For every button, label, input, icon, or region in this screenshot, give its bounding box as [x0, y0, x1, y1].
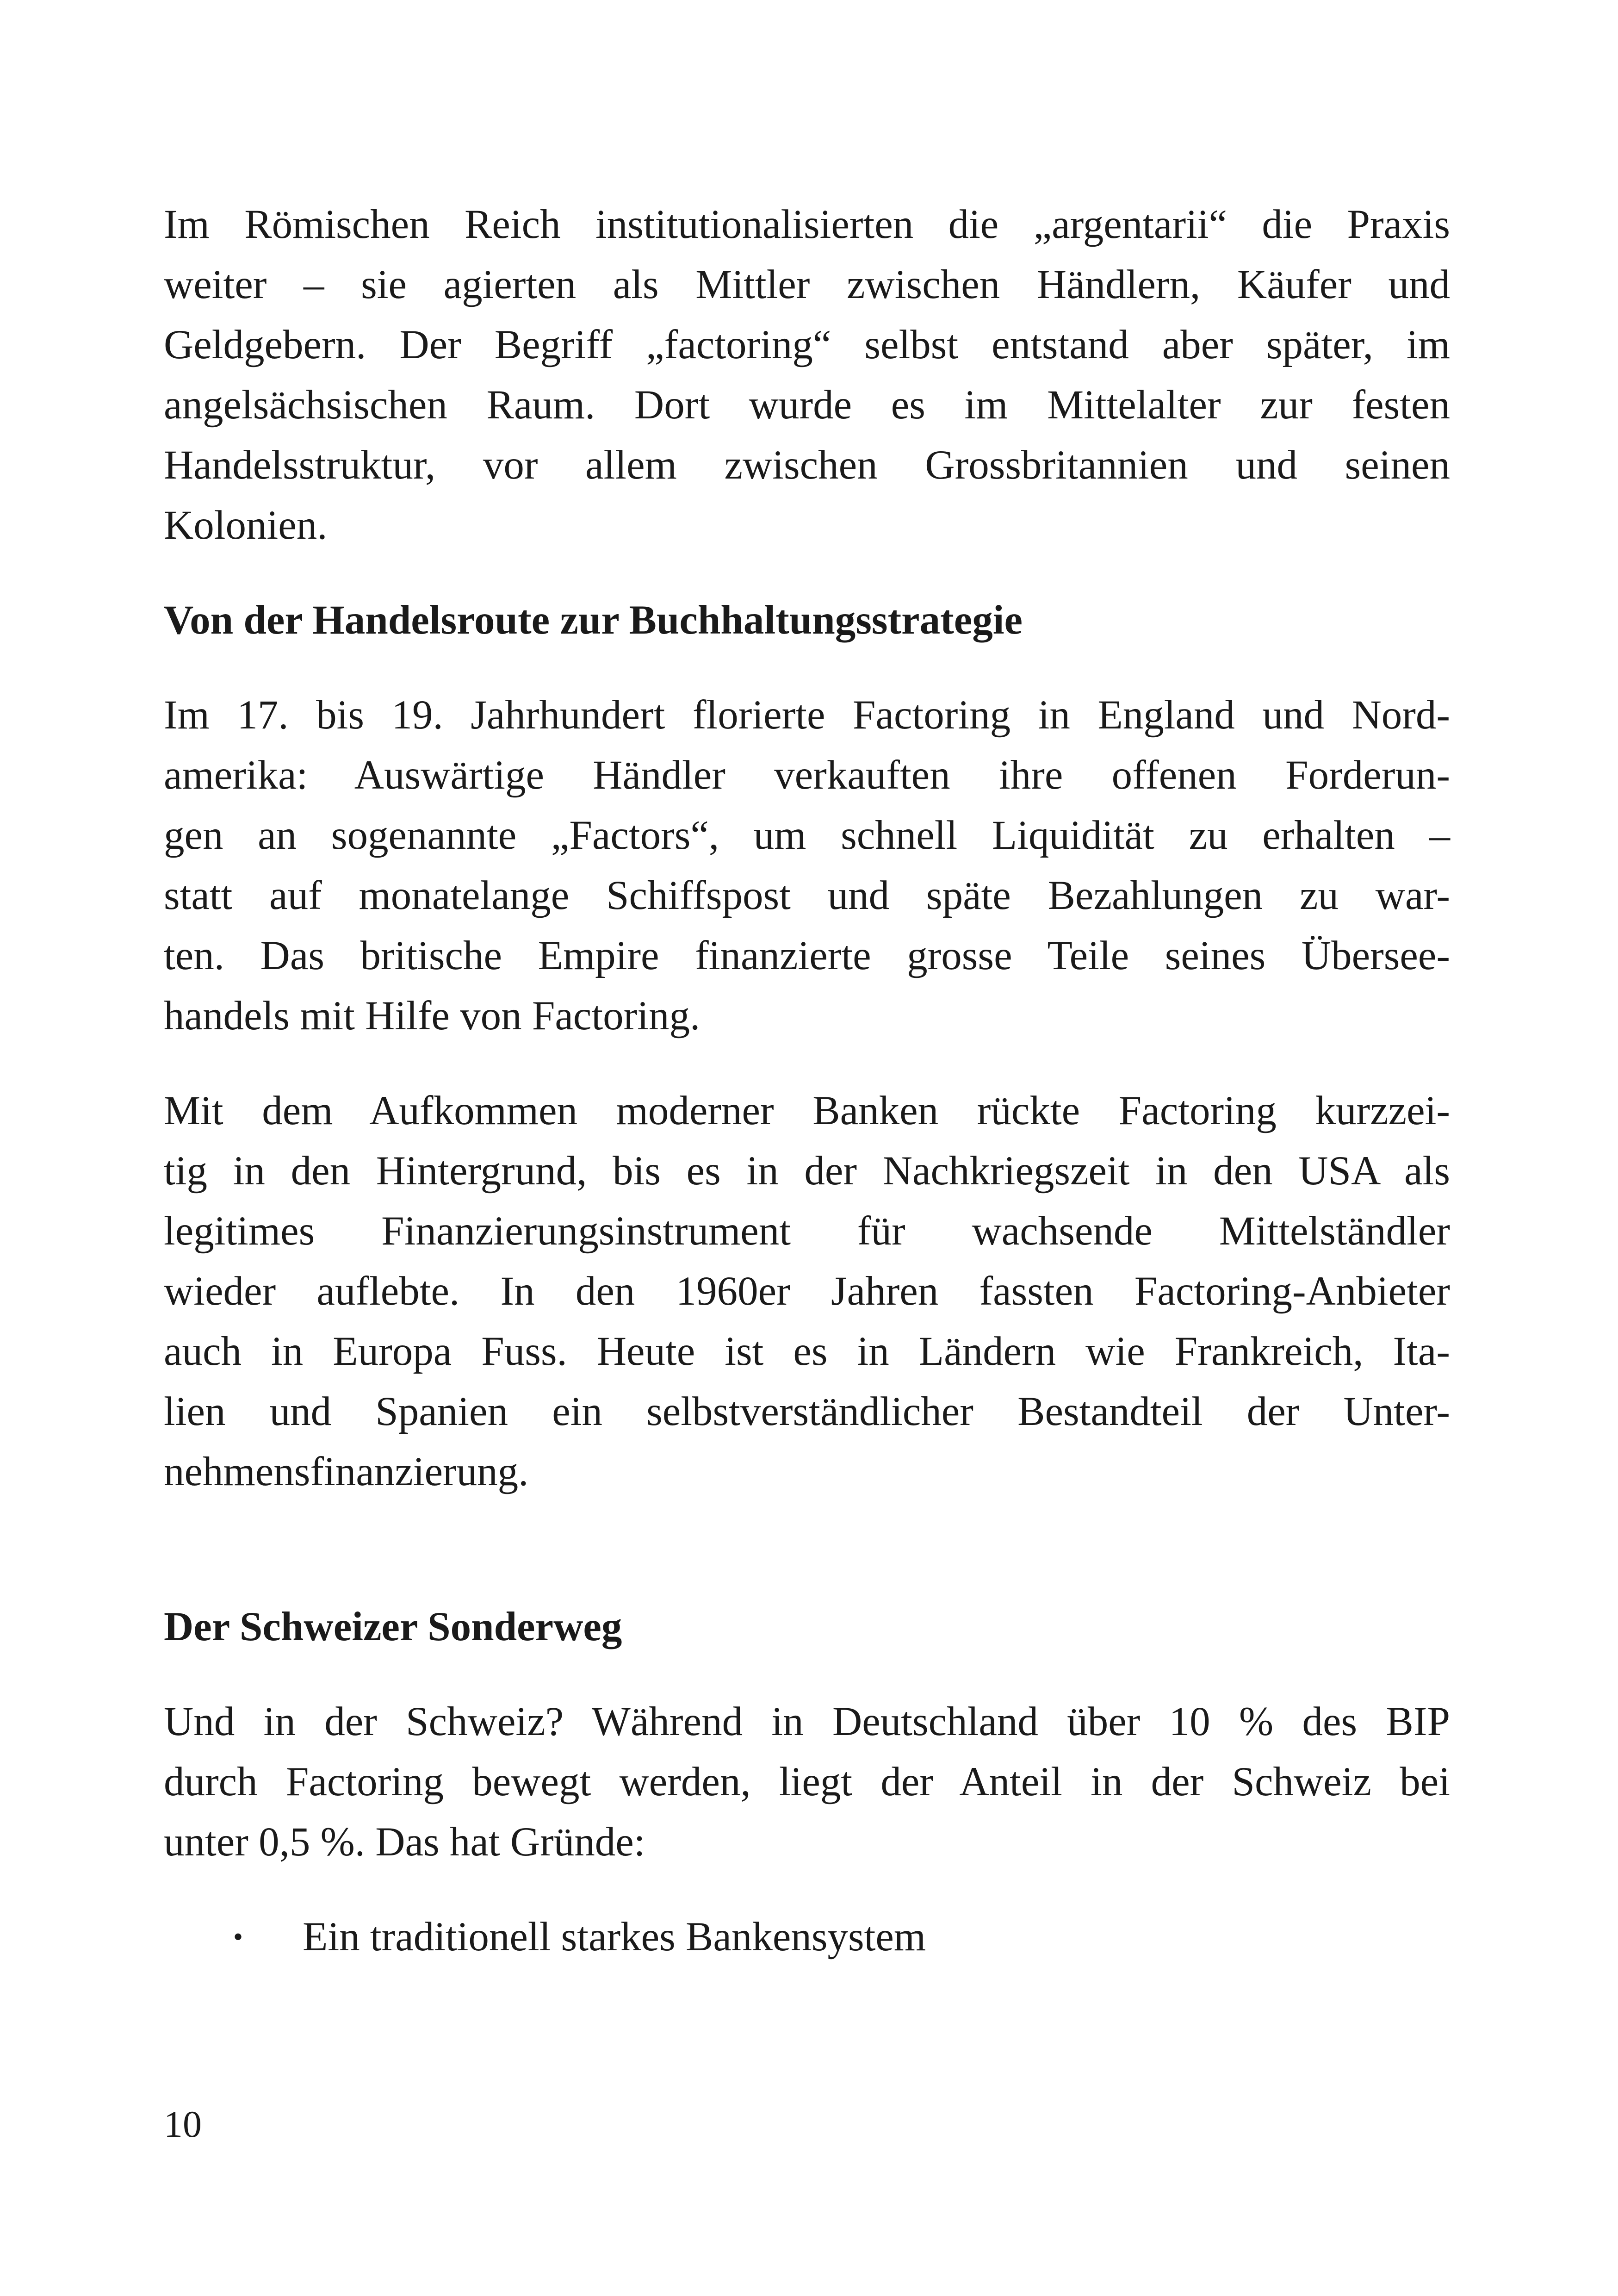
paragraph-roman-empire [164, 194, 1450, 555]
paragraph-line: Im Römischen Reich institutionalisierten die „argentarii“ die Praxis [164, 202, 1450, 247]
reasons-list [164, 1907, 1450, 1967]
paragraph-line: nehmensfinanzierung. [164, 1449, 529, 1494]
page-number: 10 [164, 2103, 202, 2145]
paragraph-switzerland [164, 1692, 1450, 1872]
paragraph-line: Im 17. bis 19. Jahrhundert florierte Factoring in England und Nord- [164, 692, 1450, 738]
paragraph-line: Und in der Schweiz? Während in Deutschland über 10 % des BIP [164, 1699, 1450, 1744]
section-heading-trade-route: Von der Handelsroute zur Buchhaltungsstrategie [164, 597, 1023, 643]
paragraph-line: lien und Spanien ein selbstverständlicher Bestandteil der Unter- [164, 1389, 1450, 1434]
paragraph-line: gen an sogenannte „Factors“, um schnell Liquidität zu erhalten – [164, 813, 1450, 858]
paragraph-line: handels mit Hilfe von Factoring. [164, 993, 701, 1039]
paragraph-line: weiter – sie agierten als Mittler zwischen Händlern, Käufer und [164, 262, 1450, 307]
bullet-icon: • [233, 1922, 243, 1952]
page-content [164, 194, 1450, 1967]
paragraph-line: Kolonien. [164, 503, 328, 548]
paragraph-line: unter 0,5 %. Das hat Gründe: [164, 1819, 645, 1865]
paragraph-17th-19th-century [164, 685, 1450, 1046]
paragraph-line: tig in den Hintergrund, bis es in der Nachkriegszeit in den USA als [164, 1148, 1450, 1194]
list-item [164, 1907, 1450, 1967]
paragraph-modern-banks [164, 1081, 1450, 1502]
paragraph-line: Handelsstruktur, vor allem zwischen Grossbritannien und seinen [164, 442, 1450, 488]
list-item-text: Ein traditionell starkes Bankensystem [303, 1914, 926, 1960]
paragraph-line: legitimes Finanzierungsinstrument für wachsende Mittelständler [164, 1208, 1450, 1254]
paragraph-line: amerika: Auswärtige Händler verkauften ihre offenen Forderun- [164, 753, 1450, 798]
paragraph-line: angelsächsischen Raum. Dort wurde es im Mittelalter zur festen [164, 382, 1450, 428]
paragraph-line: Mit dem Aufkommen moderner Banken rückte Factoring kurzzei- [164, 1088, 1450, 1133]
paragraph-line: Geldgebern. Der Begriff „factoring“ selbst entstand aber später, im [164, 322, 1450, 367]
paragraph-line: statt auf monatelange Schiffspost und späte Bezahlungen zu war- [164, 873, 1450, 918]
paragraph-line: wieder auflebte. In den 1960er Jahren fassten Factoring-Anbieter [164, 1269, 1450, 1314]
paragraph-line: durch Factoring bewegt werden, liegt der Anteil in der Schweiz bei [164, 1759, 1450, 1804]
paragraph-line: auch in Europa Fuss. Heute ist es in Ländern wie Frankreich, Ita- [164, 1329, 1450, 1374]
paragraph-line: ten. Das britische Empire finanzierte grosse Teile seines Übersee- [164, 933, 1450, 978]
section-heading-swiss-path: Der Schweizer Sonderweg [164, 1604, 622, 1649]
